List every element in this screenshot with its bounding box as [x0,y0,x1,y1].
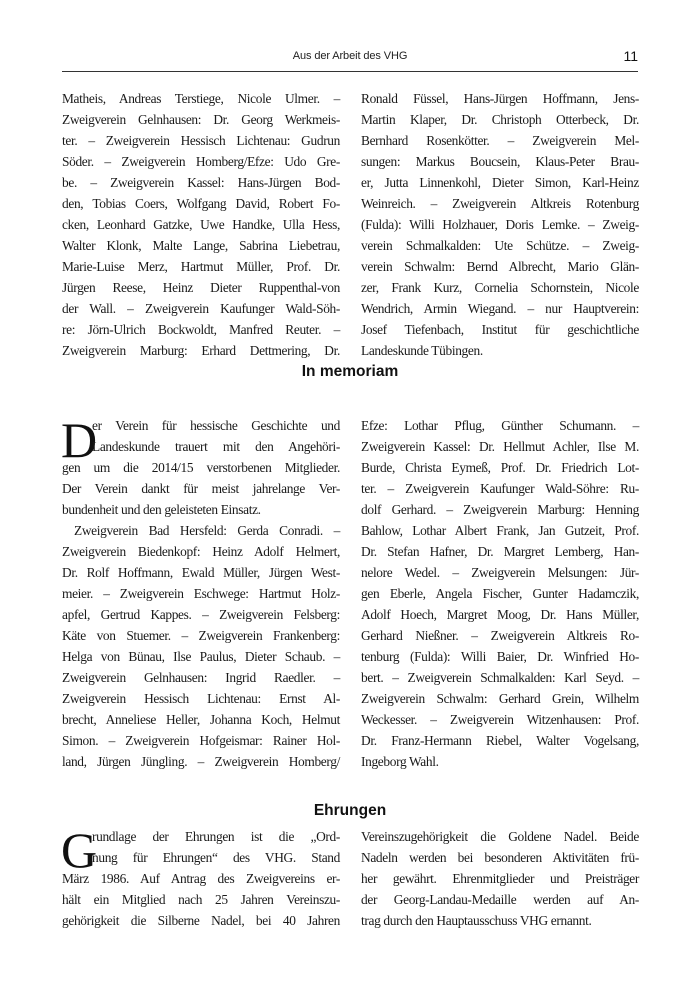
text-line: be. – Zweigverein Kassel: Hans-Jürgen Bod- [62,175,340,190]
in-memoriam-left-column [61,412,340,772]
continuation-right-column [361,88,639,361]
text-line: Dr. Franz-Hermann Riebel, Walter Vogelsang, [361,733,639,748]
text-line: ter. – Zweigverein Kaufunger Wald-Söhre: Ru- [361,481,639,496]
running-title: Aus der Arbeit des VHG [292,50,408,62]
section-heading-ehrungen: Ehrungen [313,802,387,819]
dropcap-g: G [61,822,98,878]
text-line: Nadeln werden bei besonderen Aktivitäten frü- [361,850,639,865]
text-line: er Verein für hessische Geschichte und [92,418,340,433]
text-line: Zweigverein Biedenkopf: Heinz Adolf Helmert, [62,544,340,559]
text-line: gehörigkeit die Silberne Nadel, bei 40 Jahren [62,913,340,928]
text-line: Marie-Luise Merz, Hartmut Müller, Prof. Dr. [62,259,340,274]
text-line: nung für Ehrungen“ des VHG. Stand [92,850,340,865]
text-line: cken, Leonhard Gatzke, Uwe Handke, Ulla Hess, [62,217,340,232]
text-line: Weckesser. – Zweigverein Witzenhausen: Prof. [361,712,639,727]
text-line: Jürgen Reese, Heinz Dieter Ruppenthal-von [62,280,340,295]
text-line: Walter Klonk, Malte Lange, Sabrina Liebetrau, [62,238,340,253]
text-line: Martin Klaper, Dr. Christoph Otterbeck, Dr. [361,112,639,127]
text-line: hält ein Mitglied nach 25 Jahren Vereinszu- [62,892,340,907]
text-line: Dr. Rolf Hoffmann, Ewald Müller, Jürgen West- [62,565,340,580]
text-line: der Georg-Landau-Medaille werden auf An- [361,892,639,907]
text-line: Zweigverein Gelnhausen: Dr. Georg Werkmeis- [62,112,340,127]
text-line: Zweigverein Hessisch Lichtenau: Ernst Al- [62,691,340,706]
text-line: land, Jürgen Jüngling. – Zweigverein Homberg/ [62,754,340,769]
text-line: Weinreich. – Zweigverein Altkreis Rotenburg [361,196,639,211]
text-line: Zweigverein Schwalm: Gerhard Grein, Wilhelm [361,691,639,706]
text-line: dolf Gerhard. – Zweigverein Marburg: Henning [361,502,639,517]
text-line: bert. – Zweigverein Schmalkalden: Karl Seyd. – [361,670,639,685]
text-line: den, Tobias Coers, Wolfgang David, Robert Fo- [62,196,340,211]
page-header [62,48,638,70]
text-line: Matheis, Andreas Terstiege, Nicole Ulmer. – [62,91,340,106]
text-line: sungen: Markus Boucsein, Klaus-Peter Brau- [361,154,639,169]
text-line: verein Schwalm: Bernd Albrecht, Mario Glän- [361,259,639,274]
text-line: Simon. – Zweigverein Hofgeismar: Rainer Hol- [62,733,340,748]
text-line: brecht, Anneliese Heller, Johanna Koch, Helmut [62,712,340,727]
text-line: Landeskunde Tübingen. [361,343,483,358]
text-line: nelore Wedel. – Zweigverein Melsungen: Jür- [361,565,639,580]
text-line: apfel, Gertrud Kappes. – Zweigverein Felsberg: [62,607,340,622]
text-line: rundlage der Ehrungen ist die „Ord- [92,829,340,844]
text-line: gen um die 2014/15 verstorbenen Mitglieder. [62,460,340,475]
text-line: gen Eberle, Angela Fischer, Gunter Hadamczik, [361,586,639,601]
text-line: bundenheit und den geleisteten Einsatz. [62,502,261,517]
text-line: Zweigverein Bad Hersfeld: Gerda Conradi. – [74,523,340,538]
text-line: ter. – Zweigverein Hessisch Lichtenau: Gudrun [62,133,340,148]
ehrungen-right-column [361,826,639,931]
text-line: trag durch den Hauptausschuss VHG ernannt. [361,913,592,928]
text-line: Bahlow, Lothar Albert Frank, Jan Gutzeit, Prof. [361,523,639,538]
text-line: Ronald Füssel, Hans-Jürgen Hoffmann, Jens- [361,91,639,106]
text-line: Gerhard Nießner. – Zweigverein Altkreis Ro- [361,628,639,643]
text-line: Bernhard Rosenkötter. – Zweigverein Mel- [361,133,639,148]
text-line: meier. – Zweigverein Eschwege: Hartmut Holz- [62,586,340,601]
text-line: der Wall. – Zweigverein Kaufunger Wald-Söh- [62,301,340,316]
text-line: Efze: Lothar Pflug, Günther Schumann. – [361,418,639,433]
dropcap-d: D [61,412,98,468]
text-line: Wendrich, Armin Wiegand. – nur Hauptverein: [361,301,639,316]
text-line: Käte von Stuemer. – Zweigverein Frankenberg: [62,628,340,643]
text-line: her gewährt. Ehrenmitglieder und Preisträger [361,871,639,886]
text-line: Helga von Bünau, Ilse Paulus, Dieter Schaub. – [62,649,340,664]
text-line: Landeskunde trauert mit den Angehöri- [92,439,340,454]
text-line: verein Schmalkalden: Ute Schütze. – Zweig- [361,238,639,253]
text-line: Söder. – Zweigverein Homberg/Efze: Udo Gre- [62,154,340,169]
text-line: Dr. Stefan Hafner, Dr. Margret Lemberg, Han- [361,544,639,559]
text-line: Vereinszugehörigkeit die Goldene Nadel. Beide [361,829,639,844]
text-line: Zweigverein Gelnhausen: Ingrid Raedler. – [62,670,340,685]
text-line: Der Verein dankt für meist jahrelange Ver- [62,481,340,496]
header-rule [62,71,638,72]
text-line: Josef Tiefenbach, Institut für geschichtliche [361,322,639,337]
text-line: März 1986. Auf Antrag des Zweigvereins er- [62,871,340,886]
continuation-left-column [62,88,340,361]
text-line: tenburg (Fulda): Willi Baier, Dr. Winfried Ho- [361,649,639,664]
text-line: (Fulda): Willi Holzhauer, Doris Lemke. – Zweig- [361,217,639,232]
section-heading-in-memoriam: In memoriam [301,363,399,380]
text-line: Burde, Christa Eymeß, Prof. Dr. Friedrich Lot- [361,460,639,475]
text-line: Zweigverein Marburg: Erhard Dettmering, Dr. [62,343,340,358]
text-line: er, Jutta Linnenkohl, Dieter Simon, Karl-Heinz [361,175,639,190]
text-line: Adolf Hoech, Margret Moog, Dr. Hans Müller, [361,607,639,622]
in-memoriam-right-column [361,415,639,772]
text-line: Zweigverein Kassel: Dr. Hellmut Achler, Ilse M. [361,439,639,454]
text-line: Ingeborg Wahl. [361,754,439,769]
ehrungen-left-column [61,822,340,931]
page-number: 11 [623,48,638,64]
text-line: zer, Frank Kurz, Cornelia Schornstein, Nicole [361,280,639,295]
text-line: re: Jörn-Ulrich Bockwoldt, Manfred Reuter. – [62,322,340,337]
